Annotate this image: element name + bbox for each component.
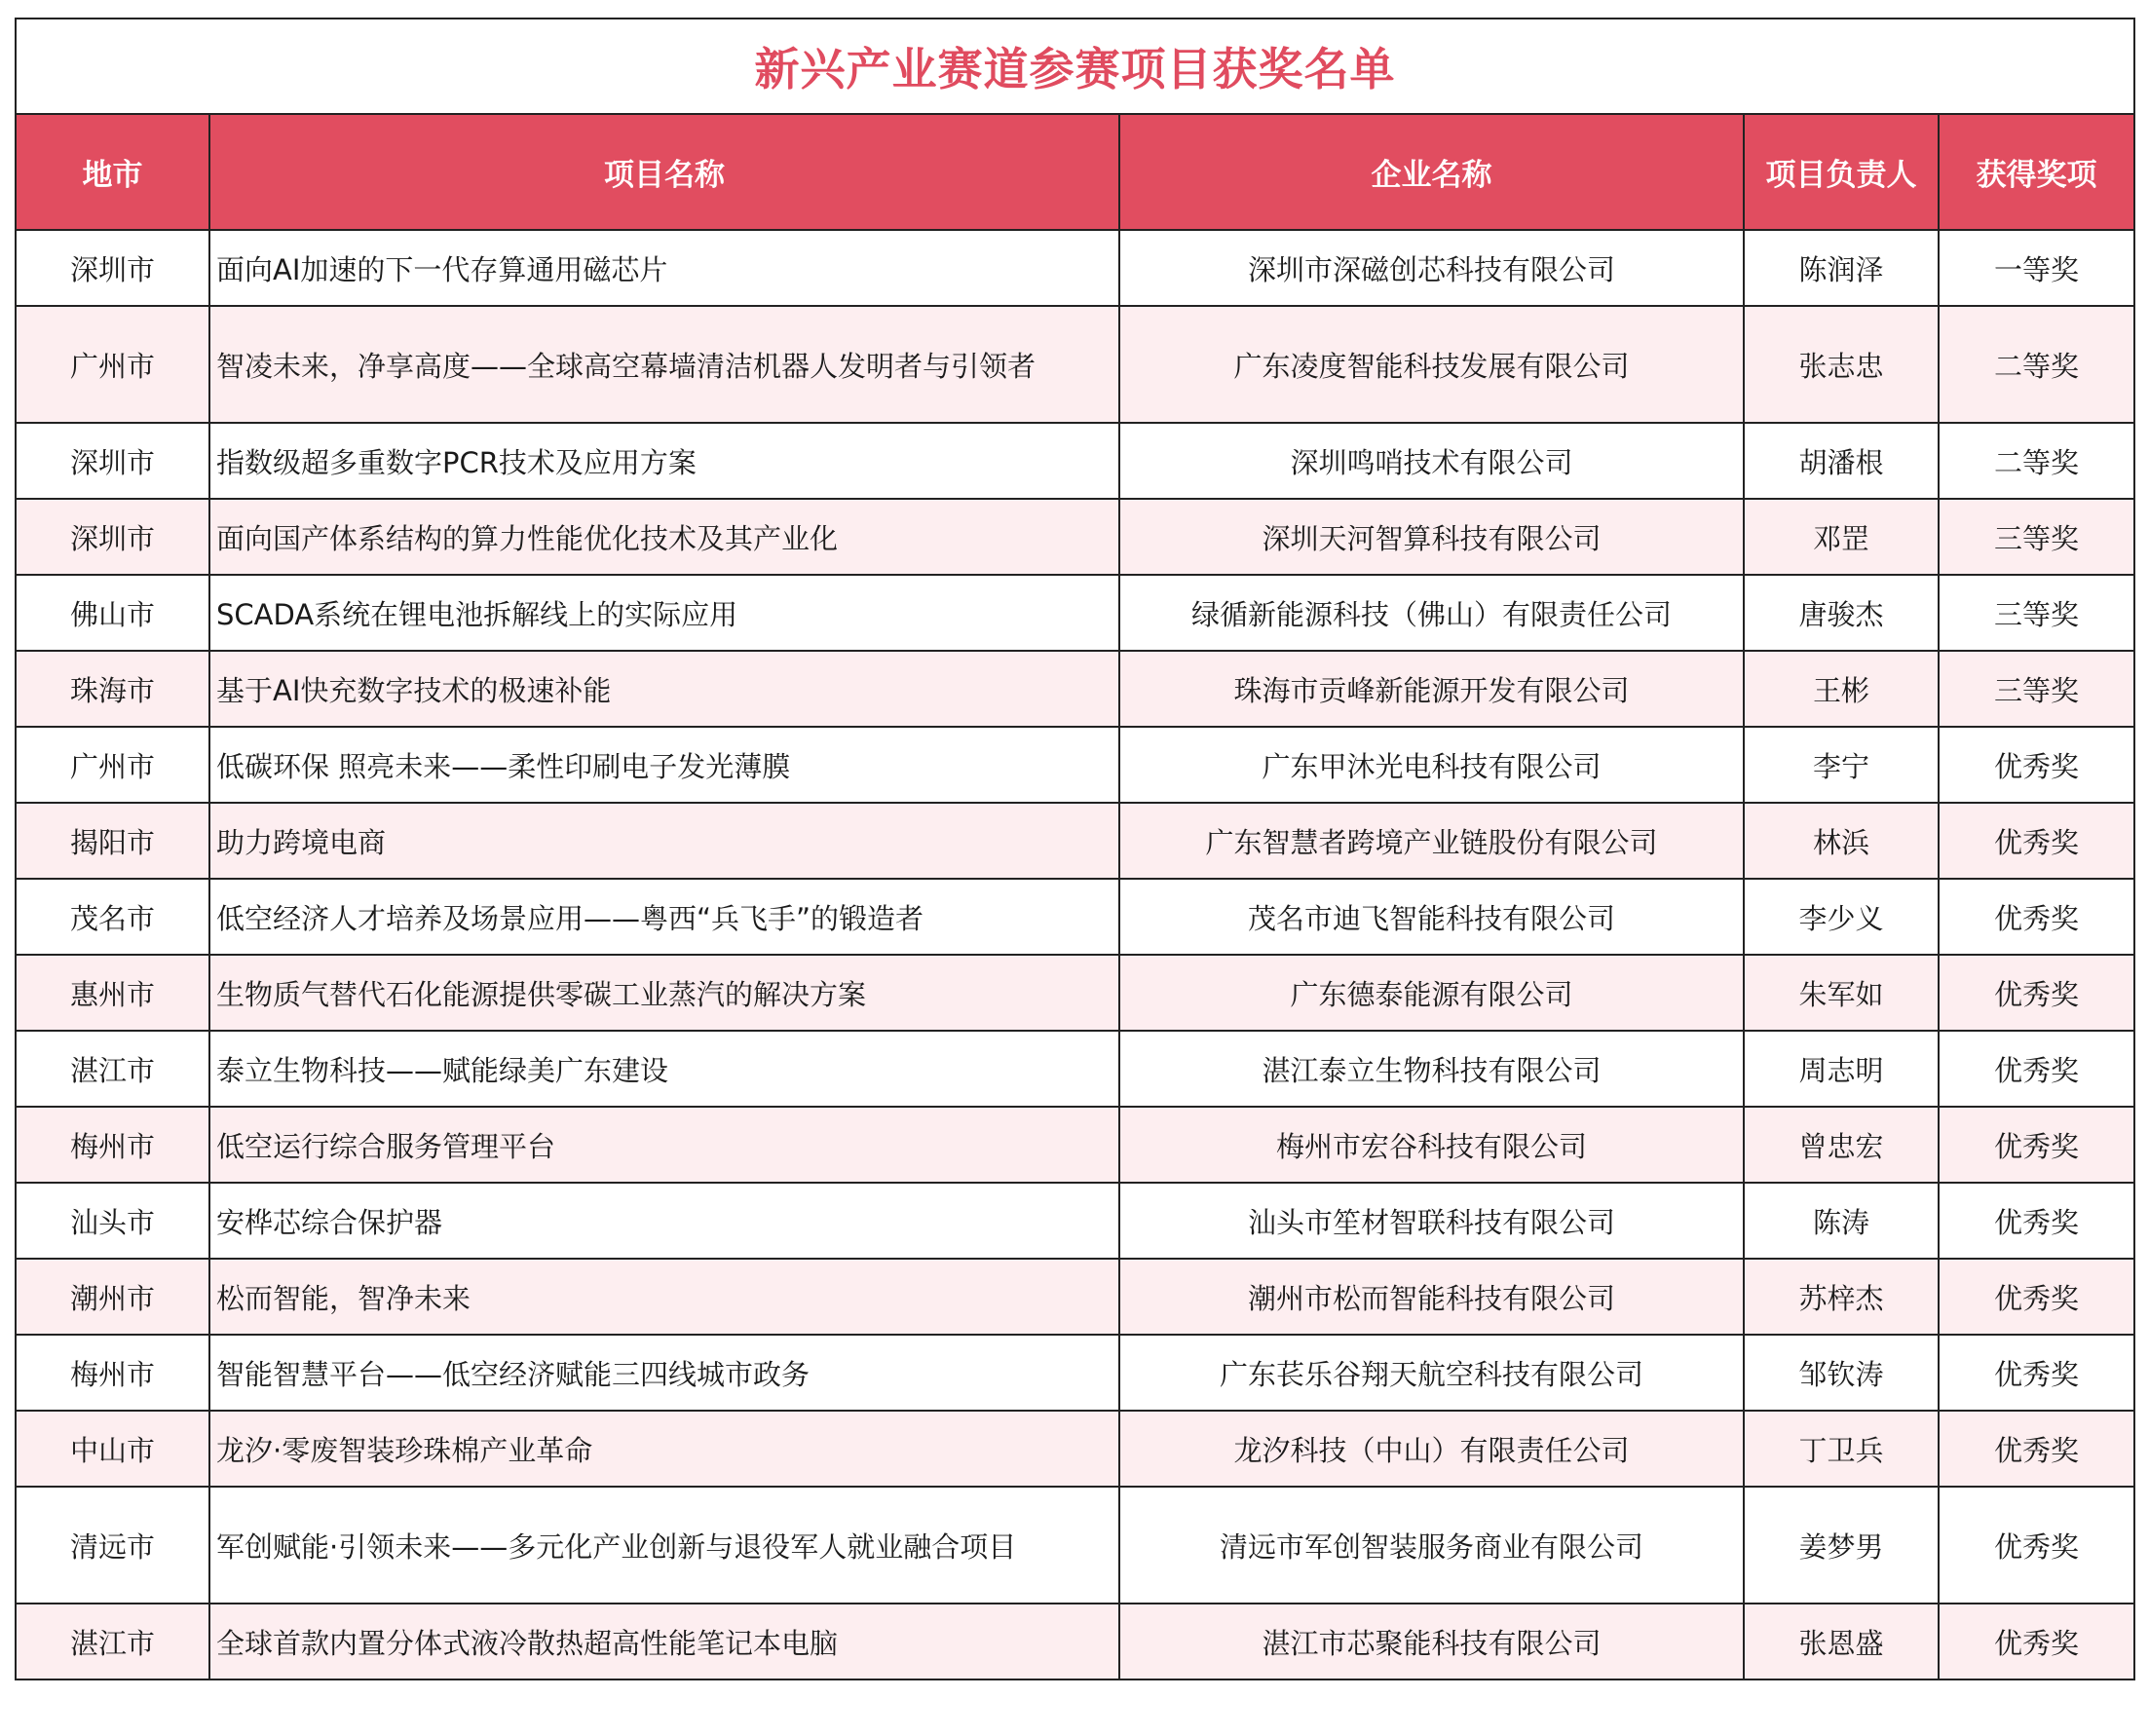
cell-award: 二等奖 [1939, 306, 2134, 423]
table-row [16, 575, 2134, 651]
cell-city: 佛山市 [16, 575, 209, 651]
cell-project: 低空运行综合服务管理平台 [209, 1107, 1119, 1183]
cell-project: 智能智慧平台——低空经济赋能三四线城市政务 [209, 1335, 1119, 1411]
cell-award: 优秀奖 [1939, 1604, 2134, 1679]
cell-project: 全球首款内置分体式液冷散热超高性能笔记本电脑 [209, 1604, 1119, 1679]
cell-company: 潮州市松而智能科技有限公司 [1119, 1259, 1744, 1335]
cell-leader: 胡潘根 [1744, 423, 1939, 499]
cell-leader: 周志明 [1744, 1031, 1939, 1107]
cell-project: 安桦芯综合保护器 [209, 1183, 1119, 1259]
cell-city: 深圳市 [16, 423, 209, 499]
table-row [16, 651, 2134, 727]
cell-award: 优秀奖 [1939, 879, 2134, 955]
cell-leader: 王彬 [1744, 651, 1939, 727]
cell-leader: 苏梓杰 [1744, 1259, 1939, 1335]
table-row [16, 1604, 2134, 1679]
cell-company: 茂名市迪飞智能科技有限公司 [1119, 879, 1744, 955]
cell-project: 助力跨境电商 [209, 803, 1119, 879]
cell-city: 茂名市 [16, 879, 209, 955]
cell-leader: 陈润泽 [1744, 230, 1939, 306]
cell-company: 龙汐科技（中山）有限责任公司 [1119, 1411, 1744, 1487]
cell-company: 珠海市贡峰新能源开发有限公司 [1119, 651, 1744, 727]
cell-award: 优秀奖 [1939, 1259, 2134, 1335]
cell-company: 广东凌度智能科技发展有限公司 [1119, 306, 1744, 423]
cell-project: SCADA系统在锂电池拆解线上的实际应用 [209, 575, 1119, 651]
table-row [16, 727, 2134, 803]
cell-company: 深圳市深磁创芯科技有限公司 [1119, 230, 1744, 306]
cell-leader: 曾忠宏 [1744, 1107, 1939, 1183]
cell-project: 龙汐·零废智装珍珠棉产业革命 [209, 1411, 1119, 1487]
cell-city: 中山市 [16, 1411, 209, 1487]
cell-project: 面向AI加速的下一代存算通用磁芯片 [209, 230, 1119, 306]
cell-award: 一等奖 [1939, 230, 2134, 306]
cell-leader: 朱军如 [1744, 955, 1939, 1031]
cell-company: 清远市军创智装服务商业有限公司 [1119, 1487, 1744, 1604]
cell-leader: 唐骏杰 [1744, 575, 1939, 651]
cell-city: 潮州市 [16, 1259, 209, 1335]
cell-award: 优秀奖 [1939, 1183, 2134, 1259]
cell-city: 深圳市 [16, 499, 209, 575]
cell-award: 优秀奖 [1939, 1107, 2134, 1183]
cell-project: 松而智能，智净未来 [209, 1259, 1119, 1335]
cell-leader: 陈涛 [1744, 1183, 1939, 1259]
cell-company: 广东苌乐谷翔天航空科技有限公司 [1119, 1335, 1744, 1411]
cell-city: 梅州市 [16, 1335, 209, 1411]
cell-project: 生物质气替代石化能源提供零碳工业蒸汽的解决方案 [209, 955, 1119, 1031]
cell-project: 泰立生物科技——赋能绿美广东建设 [209, 1031, 1119, 1107]
cell-leader: 李宁 [1744, 727, 1939, 803]
cell-city: 揭阳市 [16, 803, 209, 879]
header-city: 地市 [16, 114, 209, 230]
header-company: 企业名称 [1119, 114, 1744, 230]
cell-award: 优秀奖 [1939, 1411, 2134, 1487]
cell-award: 优秀奖 [1939, 955, 2134, 1031]
cell-company: 湛江泰立生物科技有限公司 [1119, 1031, 1744, 1107]
table-row [16, 306, 2134, 423]
cell-company: 汕头市笙材智联科技有限公司 [1119, 1183, 1744, 1259]
cell-company: 深圳天河智算科技有限公司 [1119, 499, 1744, 575]
header-row [16, 114, 2134, 230]
cell-award: 优秀奖 [1939, 727, 2134, 803]
cell-project: 低空经济人才培养及场景应用——粤西“兵飞手”的锻造者 [209, 879, 1119, 955]
award-table [15, 18, 2135, 1680]
table-body [16, 19, 2134, 1679]
table-row [16, 499, 2134, 575]
cell-leader: 邓罡 [1744, 499, 1939, 575]
cell-leader: 李少义 [1744, 879, 1939, 955]
cell-award: 优秀奖 [1939, 1031, 2134, 1107]
cell-award: 二等奖 [1939, 423, 2134, 499]
cell-company: 广东德泰能源有限公司 [1119, 955, 1744, 1031]
cell-award: 优秀奖 [1939, 803, 2134, 879]
cell-company: 广东甲沐光电科技有限公司 [1119, 727, 1744, 803]
cell-award: 三等奖 [1939, 499, 2134, 575]
table-row [16, 1183, 2134, 1259]
table-row [16, 1335, 2134, 1411]
cell-project: 基于AI快充数字技术的极速补能 [209, 651, 1119, 727]
table-row [16, 1411, 2134, 1487]
cell-project: 面向国产体系结构的算力性能优化技术及其产业化 [209, 499, 1119, 575]
page-title: 新兴产业赛道参赛项目获奖名单 [16, 19, 2134, 114]
cell-project: 指数级超多重数字PCR技术及应用方案 [209, 423, 1119, 499]
cell-city: 湛江市 [16, 1031, 209, 1107]
cell-company: 湛江市芯聚能科技有限公司 [1119, 1604, 1744, 1679]
header-leader: 项目负责人 [1744, 114, 1939, 230]
cell-award: 优秀奖 [1939, 1487, 2134, 1604]
cell-city: 惠州市 [16, 955, 209, 1031]
table-row [16, 230, 2134, 306]
cell-city: 广州市 [16, 306, 209, 423]
title-row [16, 19, 2134, 114]
cell-company: 深圳鸣哨技术有限公司 [1119, 423, 1744, 499]
header-project: 项目名称 [209, 114, 1119, 230]
cell-project: 低碳环保 照亮未来——柔性印刷电子发光薄膜 [209, 727, 1119, 803]
cell-project: 智凌未来，净享高度——全球高空幕墙清洁机器人发明者与引领者 [209, 306, 1119, 423]
cell-leader: 丁卫兵 [1744, 1411, 1939, 1487]
cell-leader: 张恩盛 [1744, 1604, 1939, 1679]
cell-leader: 张志忠 [1744, 306, 1939, 423]
header-award: 获得奖项 [1939, 114, 2134, 230]
table-row [16, 955, 2134, 1031]
cell-city: 清远市 [16, 1487, 209, 1604]
cell-company: 绿循新能源科技（佛山）有限责任公司 [1119, 575, 1744, 651]
cell-city: 汕头市 [16, 1183, 209, 1259]
cell-city: 广州市 [16, 727, 209, 803]
table-row [16, 1031, 2134, 1107]
cell-company: 广东智慧者跨境产业链股份有限公司 [1119, 803, 1744, 879]
cell-leader: 姜梦男 [1744, 1487, 1939, 1604]
cell-award: 优秀奖 [1939, 1335, 2134, 1411]
cell-award: 三等奖 [1939, 651, 2134, 727]
cell-project: 军创赋能·引领未来——多元化产业创新与退役军人就业融合项目 [209, 1487, 1119, 1604]
table-row [16, 423, 2134, 499]
cell-city: 湛江市 [16, 1604, 209, 1679]
cell-city: 深圳市 [16, 230, 209, 306]
cell-city: 珠海市 [16, 651, 209, 727]
cell-company: 梅州市宏谷科技有限公司 [1119, 1107, 1744, 1183]
table-row [16, 1107, 2134, 1183]
cell-award: 三等奖 [1939, 575, 2134, 651]
cell-leader: 邹钦涛 [1744, 1335, 1939, 1411]
cell-leader: 林浜 [1744, 803, 1939, 879]
table-row [16, 879, 2134, 955]
table-row [16, 1259, 2134, 1335]
cell-city: 梅州市 [16, 1107, 209, 1183]
table-row [16, 803, 2134, 879]
table-row [16, 1487, 2134, 1604]
